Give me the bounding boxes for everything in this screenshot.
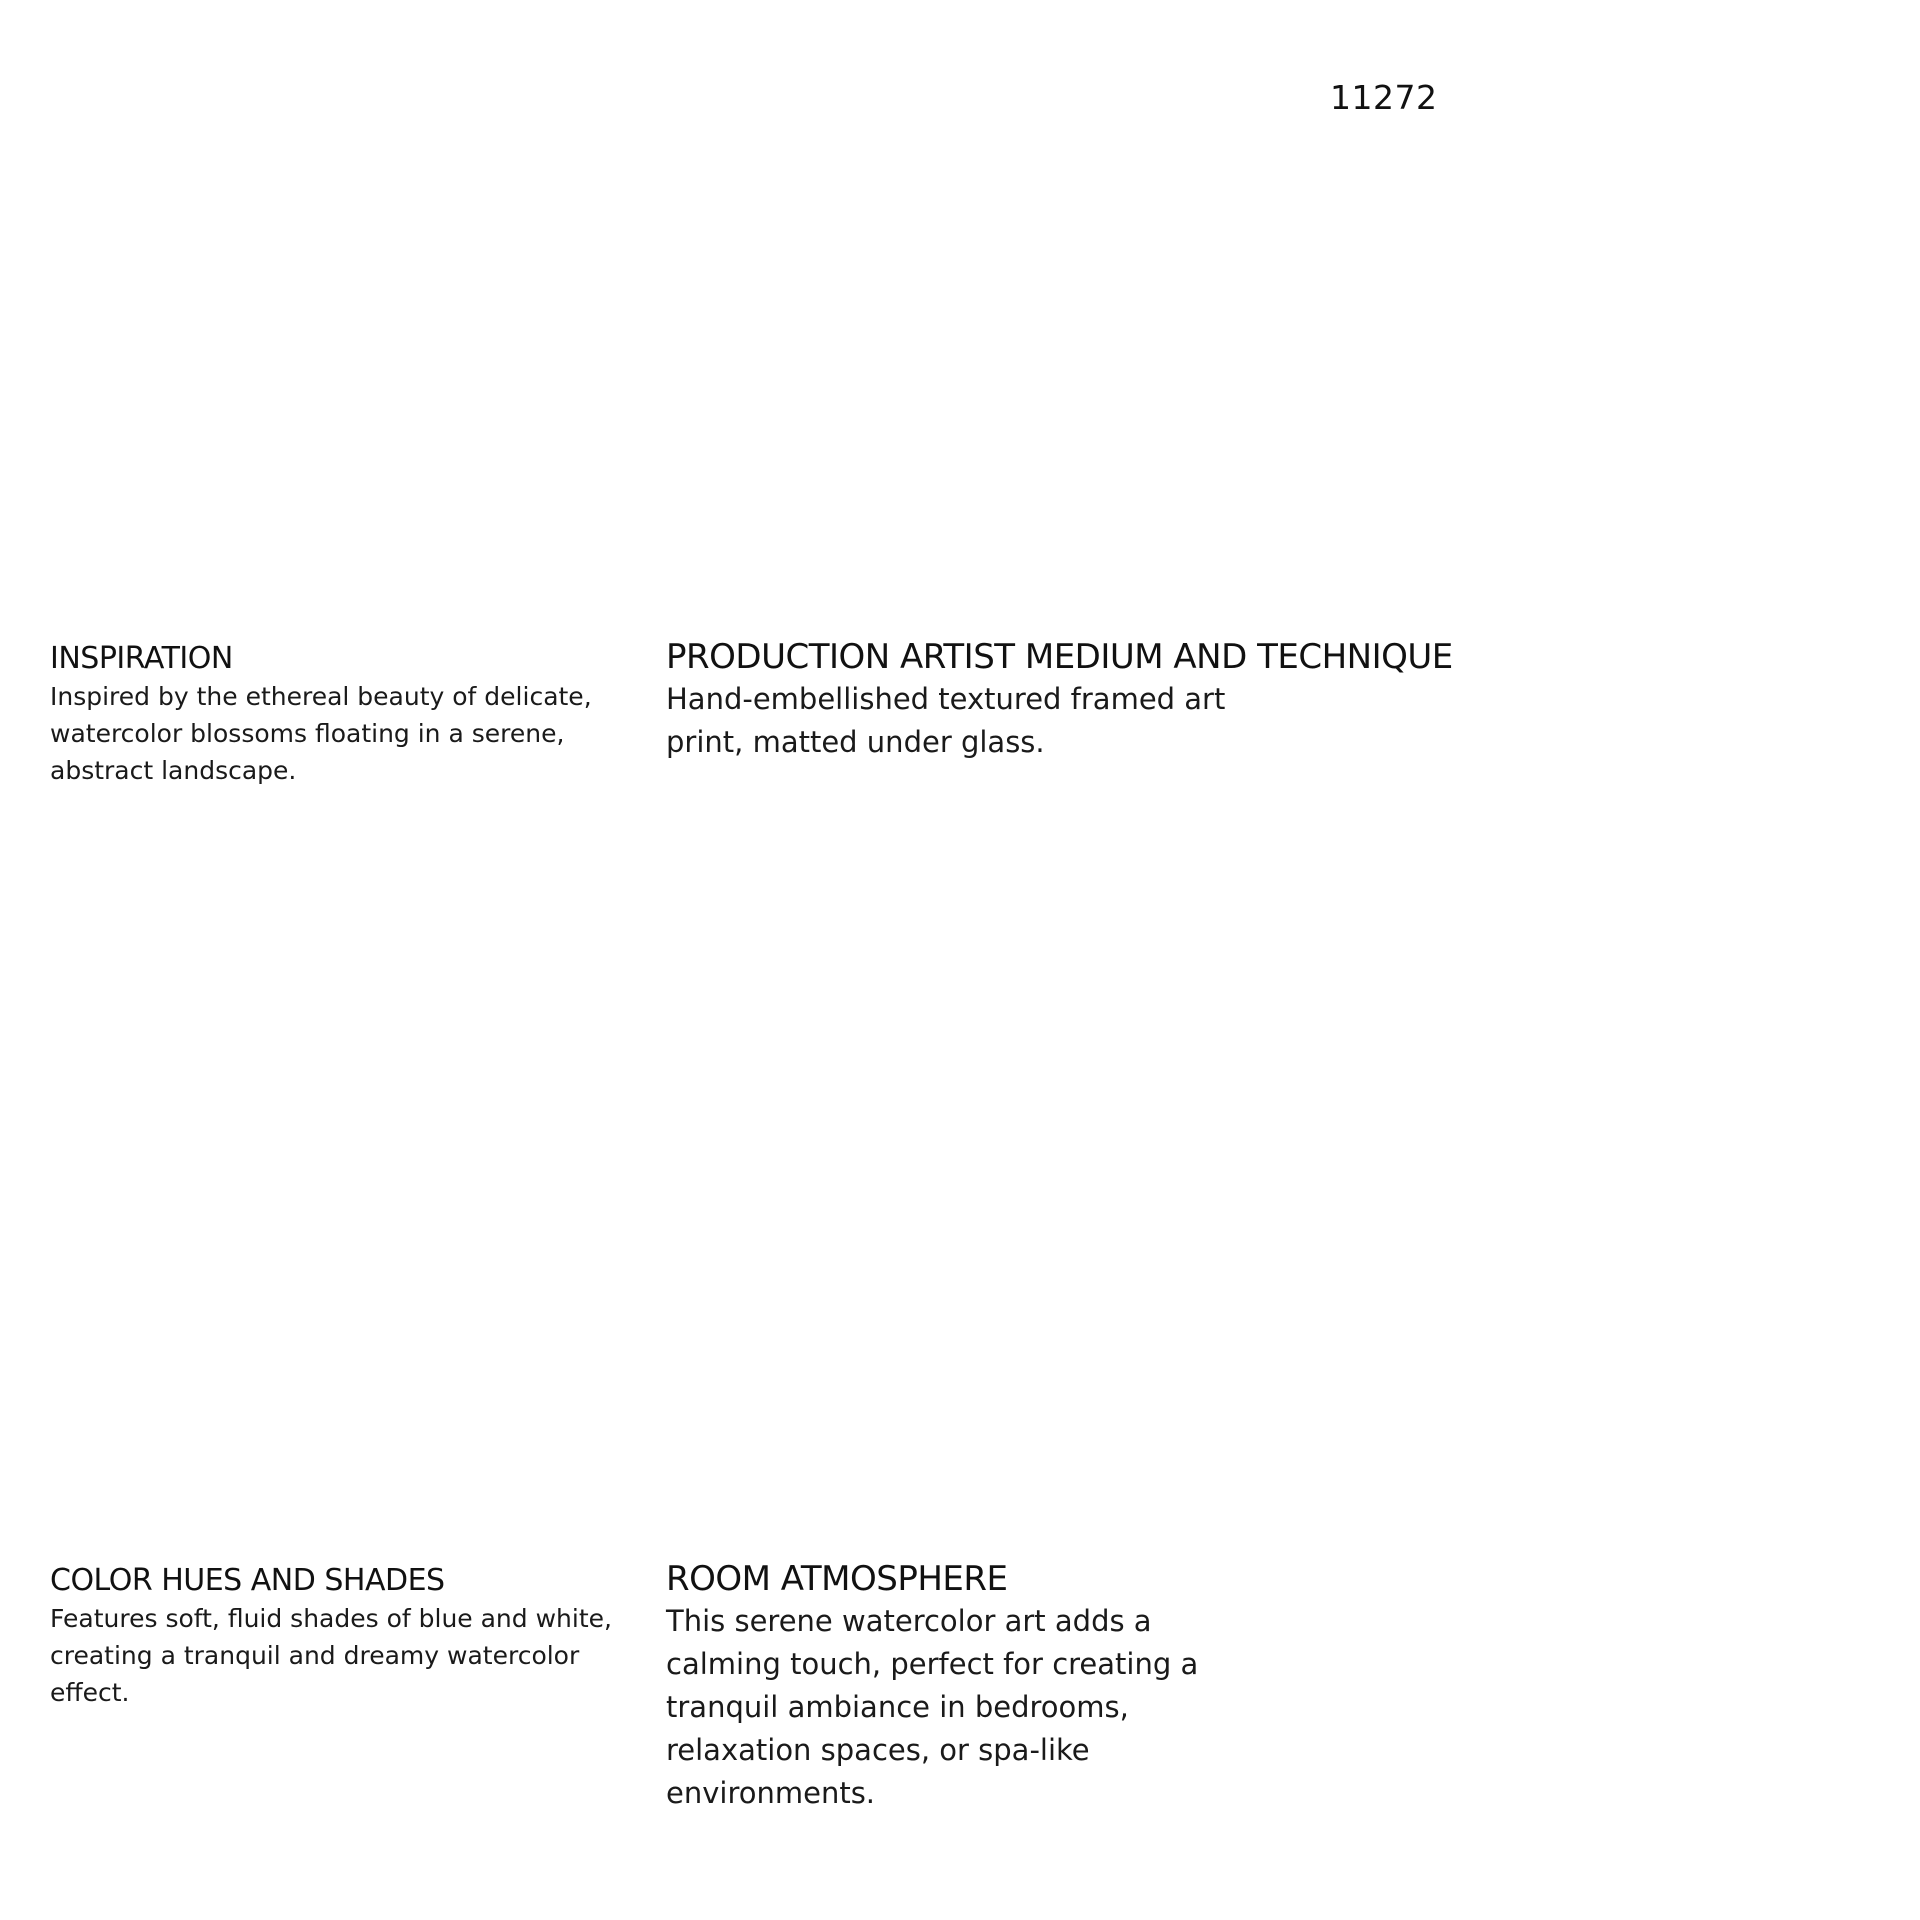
inspiration-section <box>50 640 620 789</box>
inspiration-heading: INSPIRATION <box>50 641 233 676</box>
inspiration-body: Inspired by the ethereal beauty of delicate, watercolor blossoms floating in a serene, abstract landscape. <box>50 682 592 785</box>
room-body: This serene watercolor art adds a calming touch, perfect for creating a tranquil ambiance in bedrooms, relaxation spaces, or spa-like environments. <box>666 1604 1199 1810</box>
room-heading: ROOM ATMOSPHERE <box>666 1559 1008 1599</box>
color-section <box>50 1562 620 1711</box>
production-body: Hand-embellished textured framed art print, matted under glass. <box>666 682 1226 759</box>
color-heading: COLOR HUES AND SHADES <box>50 1563 445 1598</box>
color-body: Features soft, fluid shades of blue and white, creating a tranquil and dreamy watercolor effect. <box>50 1604 612 1707</box>
production-heading: PRODUCTION ARTIST MEDIUM AND TECHNIQUE <box>666 637 1453 677</box>
room-section <box>666 1558 1496 1815</box>
product-code: 11272 <box>1330 78 1438 117</box>
production-section <box>666 636 1496 764</box>
